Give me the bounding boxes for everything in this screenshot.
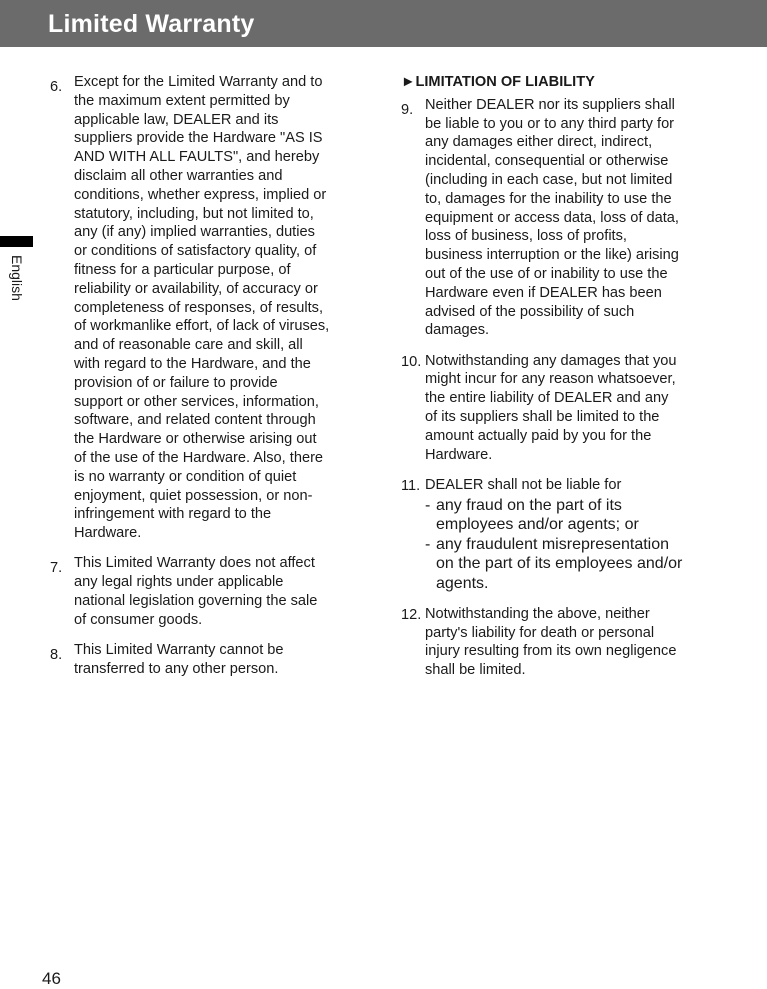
item-text: Notwithstanding the above, neither party's liability for death or personal injury resulting from its own negligence shall be limited. [425,605,677,679]
item-number: 6. [50,79,63,95]
warranty-item-8 [50,641,370,679]
item-number: 10. [401,353,422,370]
sub-list-item: - any fraud on the part of its employees and/or agents; or [425,496,639,534]
sub-list [425,496,721,594]
liability-item-12 [401,605,721,680]
page-title: Limited Warranty [48,10,255,38]
item-number: 9. [401,101,414,118]
header-bar [0,0,767,47]
sub-list-item: - any fraudulent misrepresentation on the part of its employees and/or agents. [425,535,683,592]
warranty-item-6 [50,73,370,543]
left-column [50,73,370,690]
language-tab-label: English [9,255,25,301]
right-column [401,73,721,691]
dash-marker: - [425,496,431,514]
item-text: DEALER shall not be liable for [425,476,622,493]
liability-item-10 [401,352,721,465]
item-number: 11. [401,477,421,494]
item-text: Notwithstanding any damages that you might incur for any reason whatsoever, the entire liability of DEALER and any of its suppliers shall be limited to the amount actually paid by you for the Hardware. [425,352,677,463]
item-number: 8. [50,647,63,664]
item-text: This Limited Warranty does not affect any legal rights under applicable national legislation governing the sale of consumer goods. [74,555,318,628]
item-number: 7. [50,560,63,577]
page-number: 46 [42,969,61,988]
language-tab-marker [0,236,33,247]
liability-item-11 [401,476,721,593]
item-text: Except for the Limited Warranty and to the maximum extent permitted by applicable law, DEALER and its suppliers provide the Hardware "AS IS AND WITH ALL FAULTS", and hereby disclaim all other warranties and conditions, whether express, implied or statutory, including, but not limited to, any (if any) implied warranties, duties or conditions of satisfactory quality, of fitness for a particular purpose, of reliability or availability, of accuracy or completeness of responses, of results, of workmanlike effort, of lack of viruses, and of reasonable care and skill, all with regard to the Hardware, and the provision of or failure to provide support or other services, information, software, and related content through the Hardware or otherwise arising out of the use of the Hardware. Also, there is no warranty or condition of quiet enjoyment, quiet possession, or non- infringement with regard to the Hardware. [74,74,330,542]
item-number: 12. [401,606,422,623]
liability-item-9 [401,96,721,340]
item-text: This Limited Warranty cannot be transferred to any other person. [74,642,284,677]
section-heading-limitation-of-liability: ►LIMITATION OF LIABILITY [401,74,595,90]
item-text: Neither DEALER nor its suppliers shall be liable to you or to any third party for any damages either direct, indirect, incidental, consequential or otherwise (including in each case, but not limited to, damages for the inability to use the equipment or access data, loss of data, loss of business, loss of profits, business interruption or the like) arising out of the use of or inability to use the Hardware even if DEALER has been advised of the possibility of such damages. [425,96,679,339]
warranty-item-7 [50,554,370,629]
dash-marker: - [425,535,431,553]
